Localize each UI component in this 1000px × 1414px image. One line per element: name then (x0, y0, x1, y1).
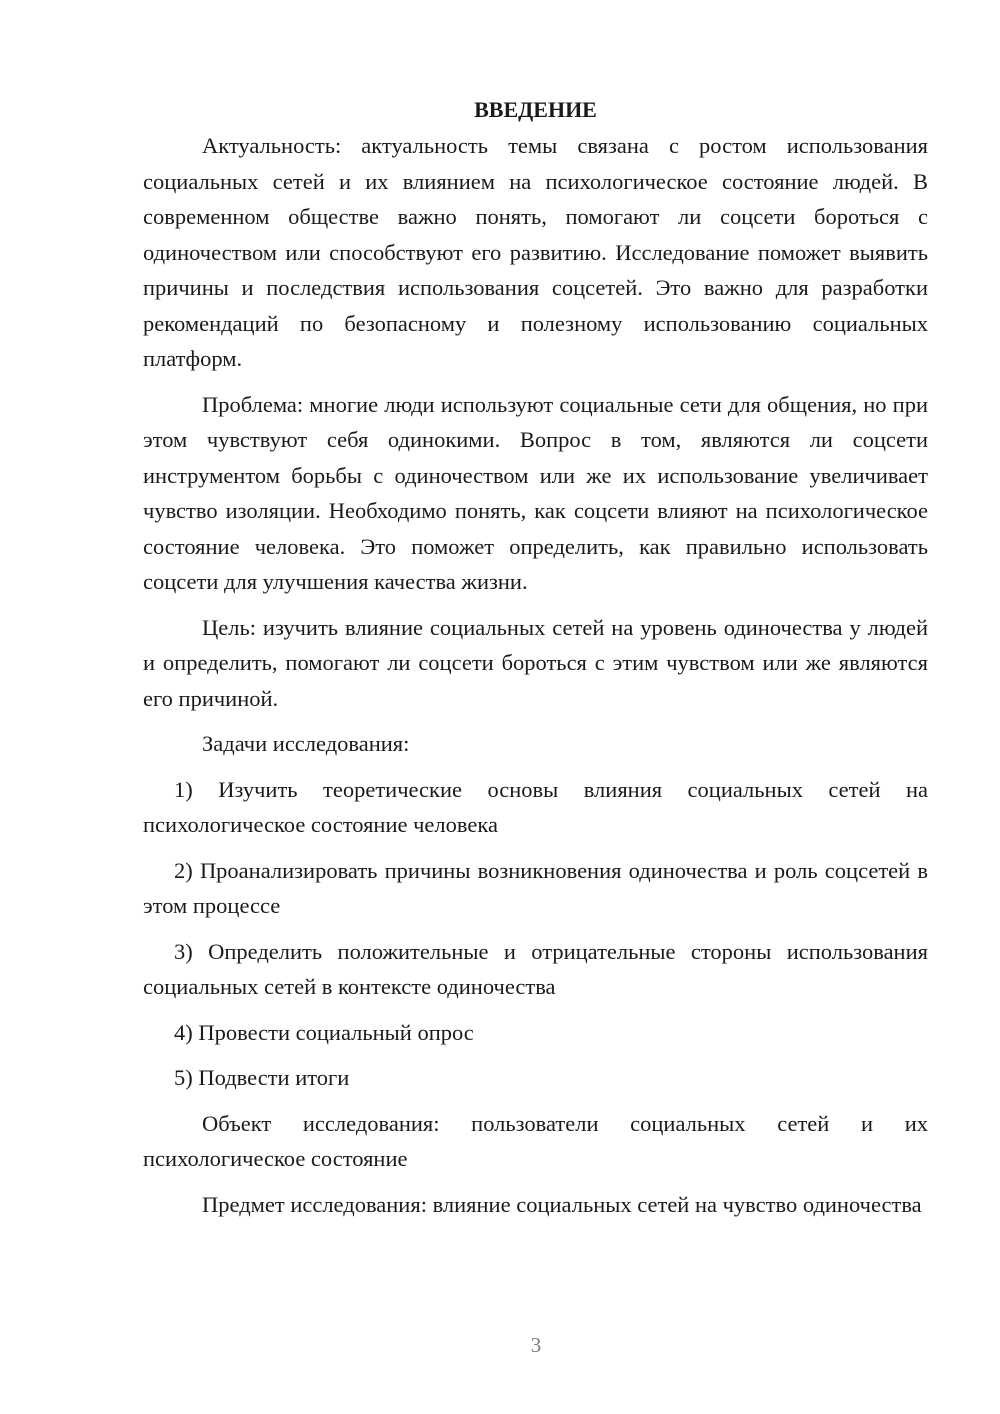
problem-paragraph: Проблема: многие люди используют социальные сети для общения, но при этом чувствуют себя одинокими. Вопрос в том, являются ли соцсети инструментом борьбы с одиночеством или же их использование увеличивает чувство изоляции. Необходимо понять, как соцсети влияют на психологическое состояние человека. Это поможет определить, как правильно использовать соцсети для улучшения качества жизни. (143, 391, 928, 594)
page-number: 3 (530, 1333, 542, 1357)
task-item-1: 1) Изучить теоретические основы влияния социальных сетей на психологическое состояние человека (143, 776, 928, 837)
object-paragraph: Объект исследования: пользователи социальных сетей и их психологическое состояние (143, 1110, 928, 1171)
relevance-paragraph: Актуальность: актуальность темы связана с ростом использования социальных сетей и их влиянием на психологическое состояние людей. В современном обществе важно понять, помогают ли соцсети бороться с одиночеством или способствуют его развитию. Исследование поможет выявить причины и последствия использования соцсетей. Это важно для разработки рекомендаций по безопасному и полезному использованию социальных платформ. (143, 133, 928, 371)
subject-paragraph: Предмет исследования: влияние социальных сетей на чувство одиночества (202, 1191, 922, 1217)
task-item-5: 5) Подвести итоги (174, 1065, 350, 1090)
task-item-2: 2) Проанализировать причины возникновения одиночества и роль соцсетей в этом процессе (143, 857, 928, 918)
tasks-heading: Задачи исследования: (202, 731, 410, 756)
page-content (143, 92, 928, 1232)
goal-paragraph: Цель: изучить влияние социальных сетей на уровень одиночества у людей и определить, помогают ли соцсети бороться с этим чувством или же являются его причиной. (143, 614, 928, 711)
section-heading: ВВЕДЕНИЕ (474, 97, 597, 122)
task-item-3: 3) Определить положительные и отрицательные стороны использования социальных сетей в контексте одиночества (143, 938, 928, 999)
task-item-4: 4) Провести социальный опрос (174, 1019, 474, 1045)
